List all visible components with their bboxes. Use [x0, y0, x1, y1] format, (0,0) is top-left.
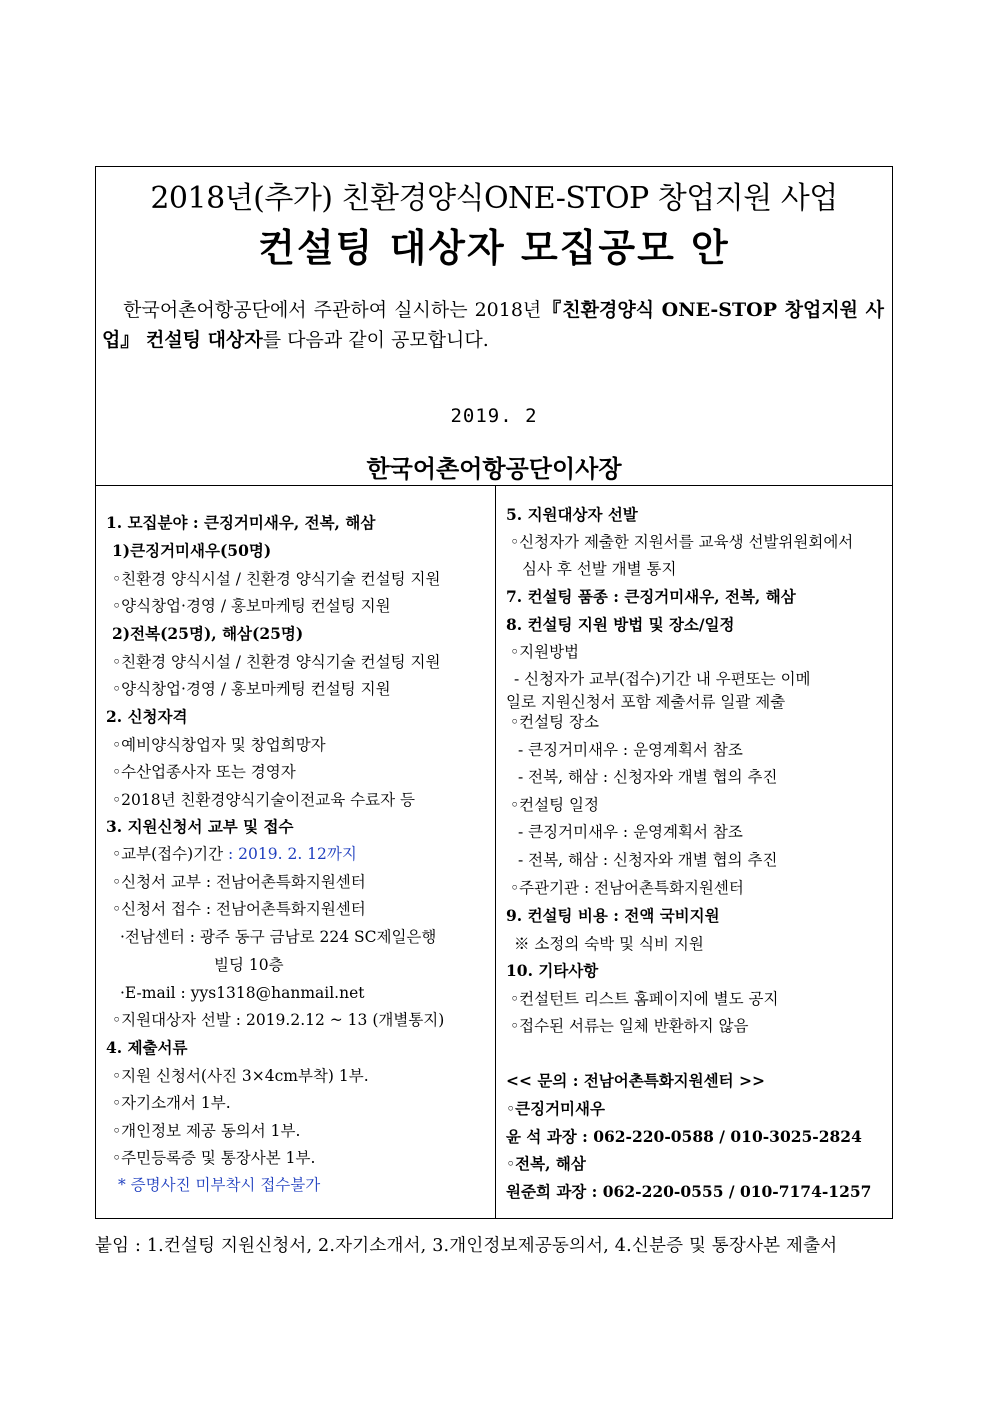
list-item: ◦2018년 친환경양식기술이전교육 수료자 등 — [112, 791, 415, 809]
contact-shrimp-phone: 윤 석 과장 : 062-220-0588 / 010-3025-2824 — [506, 1127, 862, 1146]
intro-text-2: 를 다음과 같이 공모합니다. — [262, 329, 489, 351]
period-label: ◦교부(접수)기간 — [112, 845, 224, 863]
section-4-heading: 4. 제출서류 — [106, 1038, 188, 1057]
notice-frame — [95, 166, 893, 1219]
header-box — [96, 167, 892, 486]
issuer-signature: 한국어촌어항공단이사장 — [366, 454, 622, 483]
list-item: ※ 소정의 숙박 및 식비 지원 — [514, 935, 704, 953]
list-item: ◦신청자가 제출한 지원서를 교육생 선발위원회에서 — [510, 533, 854, 551]
list-item-address: ·전남센터 : 광주 동구 금남로 224 SC제일은행 — [120, 928, 437, 946]
list-item: ◦주관기관 : 전남어촌특화지원센터 — [510, 879, 744, 897]
section-2-heading: 2. 신청자격 — [106, 707, 188, 726]
section-3-heading: 3. 지원신청서 교부 및 접수 — [106, 817, 294, 836]
list-item: ◦컨설팅 일정 — [510, 796, 599, 814]
list-item: - 큰징거미새우 : 운영계획서 참조 — [518, 741, 743, 759]
section-5-heading: 5. 지원대상자 선발 — [506, 505, 638, 524]
title-line-1: 2018년(추가) 친환경양식ONE-STOP 창업지원 사업 — [150, 181, 838, 216]
section-8-heading: 8. 컨설팅 지원 방법 및 장소/일정 — [506, 615, 735, 634]
intro-bold-text: 『친환경양식 ONE-STOP 창업지원 사업』 컨설팅 대상자 — [102, 299, 884, 351]
list-item: ◦컨설팅 장소 — [510, 713, 599, 731]
list-item-address-cont: 빌딩 10층 — [214, 956, 284, 974]
title-line-2: 컨설팅 대상자 모집공모 안 — [258, 225, 730, 270]
attachment-footnote: 붙임 : 1.컨설팅 지원신청서, 2.자기소개서, 3.개인정보제공동의서, 4.신분증 및 통장사본 제출서 — [95, 1236, 838, 1256]
list-item: ◦예비양식창업자 및 창업희망자 — [112, 736, 326, 754]
subsection-abalone: 2)전복(25명), 해삼(25명) — [112, 624, 304, 643]
contact-abalone-label: ◦전복, 해삼 — [506, 1154, 586, 1173]
list-item-cont: 심사 후 선발 개별 통지 — [522, 560, 677, 578]
list-item: ◦접수된 서류는 일체 반환하지 않음 — [510, 1017, 749, 1035]
list-item: - 전복, 해삼 : 신청자와 개별 협의 추진 — [518, 768, 778, 786]
list-item-cont: 일로 지원신청서 포함 제출서류 일괄 제출 — [506, 693, 786, 711]
list-item: ◦양식창업·경영 / 홍보마케팅 컨설팅 지원 — [112, 680, 391, 698]
notice-date: 2019. 2 — [450, 405, 538, 427]
subsection-shrimp: 1)큰징거미새우(50명) — [112, 541, 272, 560]
list-item: ◦수산업종사자 또는 경영자 — [112, 763, 296, 781]
section-1-heading: 1. 모집분야 : 큰징거미새우, 전복, 해삼 — [106, 513, 376, 532]
list-item: - 전복, 해삼 : 신청자와 개별 협의 추진 — [518, 851, 778, 869]
photo-notice: * 증명사진 미부착시 접수불가 — [118, 1176, 321, 1194]
list-item: ◦지원 신청서(사진 3×4cm부착) 1부. — [112, 1067, 369, 1085]
list-item: ◦컨설턴트 리스트 홈페이지에 별도 공지 — [510, 990, 779, 1008]
period-value: : 2019. 2. 12까지 — [223, 845, 357, 863]
left-column — [96, 486, 496, 1218]
list-item: ◦개인정보 제공 동의서 1부. — [112, 1122, 301, 1140]
list-item-email: ·E-mail : yys1318@hanmail.net — [120, 984, 365, 1002]
list-item: ◦친환경 양식시설 / 친환경 양식기술 컨설팅 지원 — [112, 653, 441, 671]
intro-text-1: 한국어촌어항공단에서 주관하여 실시하는 2018년 — [123, 299, 542, 321]
contact-abalone-phone: 원준희 과장 : 062-220-0555 / 010-7174-1257 — [506, 1182, 872, 1201]
list-item-period — [112, 844, 357, 864]
list-item: ◦신청서 교부 : 전남어촌특화지원센터 — [112, 873, 366, 891]
list-item: - 큰징거미새우 : 운영계획서 참조 — [518, 823, 743, 841]
list-item: ◦친환경 양식시설 / 친환경 양식기술 컨설팅 지원 — [112, 570, 441, 588]
list-item: ◦지원방법 — [510, 643, 580, 661]
list-item: ◦신청서 접수 : 전남어촌특화지원센터 — [112, 900, 366, 918]
contact-shrimp-label: ◦큰징거미새우 — [506, 1099, 605, 1118]
section-7-heading: 7. 컨설팅 품종 : 큰징거미새우, 전복, 해삼 — [506, 587, 796, 606]
list-item: - 신청자가 교부(접수)기간 내 우편또는 이메 — [514, 670, 811, 688]
right-column — [496, 486, 892, 1218]
contact-heading: << 문의 : 전남어촌특화지원센터 >> — [506, 1071, 765, 1090]
list-item: ◦자기소개서 1부. — [112, 1094, 231, 1112]
intro-paragraph — [102, 295, 884, 355]
section-9-heading: 9. 컨설팅 비용 : 전액 국비지원 — [506, 906, 720, 925]
list-item: ◦양식창업·경영 / 홍보마케팅 컨설팅 지원 — [112, 597, 391, 615]
section-10-heading: 10. 기타사항 — [506, 961, 599, 980]
list-item: ◦주민등록증 및 통장사본 1부. — [112, 1149, 316, 1167]
list-item: ◦지원대상자 선발 : 2019.2.12 ~ 13 (개별통지) — [112, 1011, 445, 1029]
